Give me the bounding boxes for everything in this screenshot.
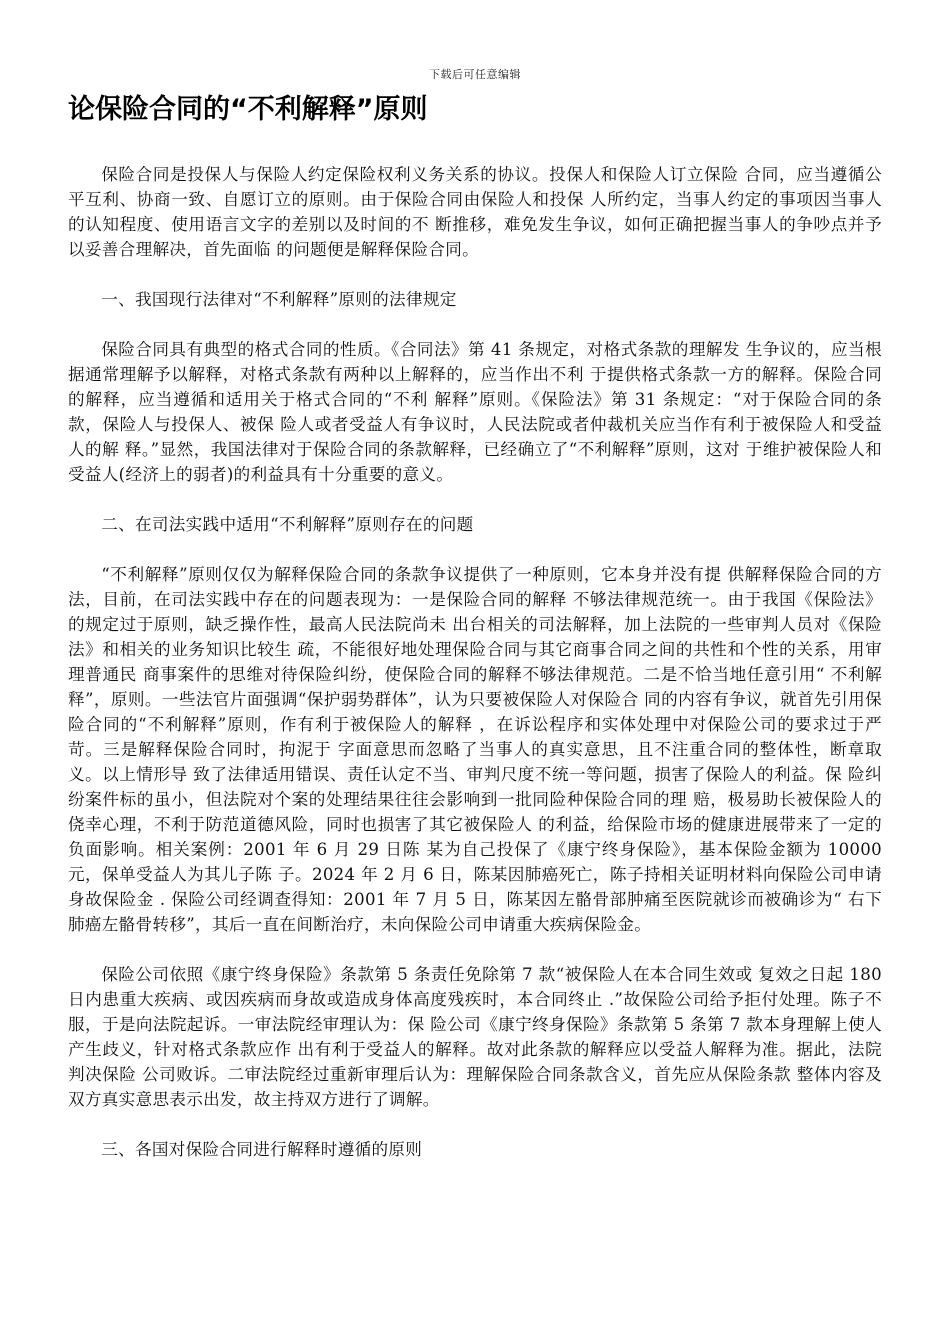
- paragraph-legal-provisions: 保险合同具有典型的格式合同的性质。《合同法》第 41 条规定，对格式条款的理解发 生争议的，应当根据通常理解予以解释，对格式条款有两种以上解释的，应当作出不利 于提供格式条款一方的解释。保险合同的解释，应当遵循和适用关于格式合同的“不利 解释”原则。《保险法》第 31 条规定：“对于保险合同的条款，保险人与投保人、被保 险人或者受益人有争议时，人民法院或者仲裁机关应当作有利于被保险人和受益人的解 释。”显然，我国法律对于保险合同的条款解释，已经确立了“不利解释”原则，这对 于维护被保险人和受益人(经济上的弱者)的利益具有十分重要的意义。: [68, 340, 882, 484]
- section-heading-1: 一、我国现行法律对“不利解释”原则的法律规定: [101, 290, 457, 309]
- paragraph-intro: 保险合同是投保人与保险人约定保险权利义务关系的协议。投保人和保险人订立保险 合同，应当遵循公平互利、协商一致、自愿订立的原则。由于保险合同由保险人和投保 人所约定，当事人约定的事项因当事人的认知程度、使用语言文字的差别以及时间的不 断推移，难免发生争议，如何正确把握当事人的争吵点并予以妥善合理解决，首先面临 的问题便是解释保险合同。: [68, 165, 882, 259]
- document-body: [68, 162, 882, 1162]
- section-heading-2: 二、在司法实践中适用“不利解释”原则存在的问题: [101, 515, 474, 534]
- paragraph-case-ruling: 保险公司依照《康宁终身保险》条款第 5 条责任免除第 7 款“被保险人在本合同生效或 复效之日起 180 日内患重大疾病、或因疾病而身故或造成身体高度残疾时，本合同终止 .”故保险公司给予拒付处理。陈子不服，于是向法院起诉。一审法院经审理认为：保 险公司《康宁终身保险》条款第 5 条第 7 款本身理解上使人产生歧义，针对格式条款应作 出有利于受益人的解释。故对此条款的解释应以受益人解释为准。据此，法院判决保险 公司败诉。二审法院经过重新审理后认为：理解保险合同条款含义，首先应从保险条款 整体内容及双方真实意思表示出发，故主持双方进行了调解。: [68, 965, 882, 1109]
- paragraph-judicial-problems: “不利解释”原则仅仅为解释保险合同的条款争议提供了一种原则，它本身并没有提 供解释保险合同的方法，目前，在司法实践中存在的问题表现为：一是保险合同的解释 不够法律规范统一。由于我国《保险法》的规定过于原则，缺乏操作性，最高人民法院尚未 出台相关的司法解释，加上法院的一些审判人员对《保险法》和相关的业务知识比较生 疏，不能很好地处理保险合同与其它商事合同之间的共性和个性的关系，用审理普通民 商事案件的思维对待保险纠纷，使保险合同的解释不够法律规范。二是不恰当地任意引用“ 不利解释”，原则。一些法官片面强调“保护弱势群体”，认为只要被保险人对保险合 同的内容有争议，就首先引用保险合同的“不利解释”原则，作有利于被保险人的解释 ，在诉讼程序和实体处理中对保险公司的要求过于严苛。三是解释保险合同时，拘泥于 字面意思而忽略了当事人的真实意思，且不注重合同的整体性，断章取义。以上情形导 致了法律适用错误、责任认定不当、审判尺度不统一等问题，损害了保险人的利益。保 险纠纷案件标的虽小，但法院对个案的处理结果往往会影响到一批同险种保险合同的理 赔，极易助长被保险人的侥幸心理，不利于防范道德风险，同时也损害了其它被保险人 的利益，给保险市场的健康进展带来了一定的负面影响。相关案例：2001 年 6 月 29 日陈 某为自己投保了《康宁终身保险》，基本保险金额为 10000 元，保单受益人为其儿子陈 子。2024 年 2 月 6 日，陈某因肺癌死亡，陈子持相关证明材料向保险公司申请身故保险金 . 保险公司经调查得知：2001 年 7 月 5 日，陈某因左骼骨部肿痛至医院就诊而被确诊为“ 右下肺癌左骼骨转移”，其后一直在间断治疗，未向保险公司申请重大疾病保险金。: [68, 565, 882, 934]
- header-note: 下载后可任意编辑: [429, 68, 521, 81]
- document-title: 论保险合同的“不利解释”原则: [68, 94, 428, 125]
- section-heading-3: 三、各国对保险合同进行解释时遵循的原则: [101, 1140, 423, 1159]
